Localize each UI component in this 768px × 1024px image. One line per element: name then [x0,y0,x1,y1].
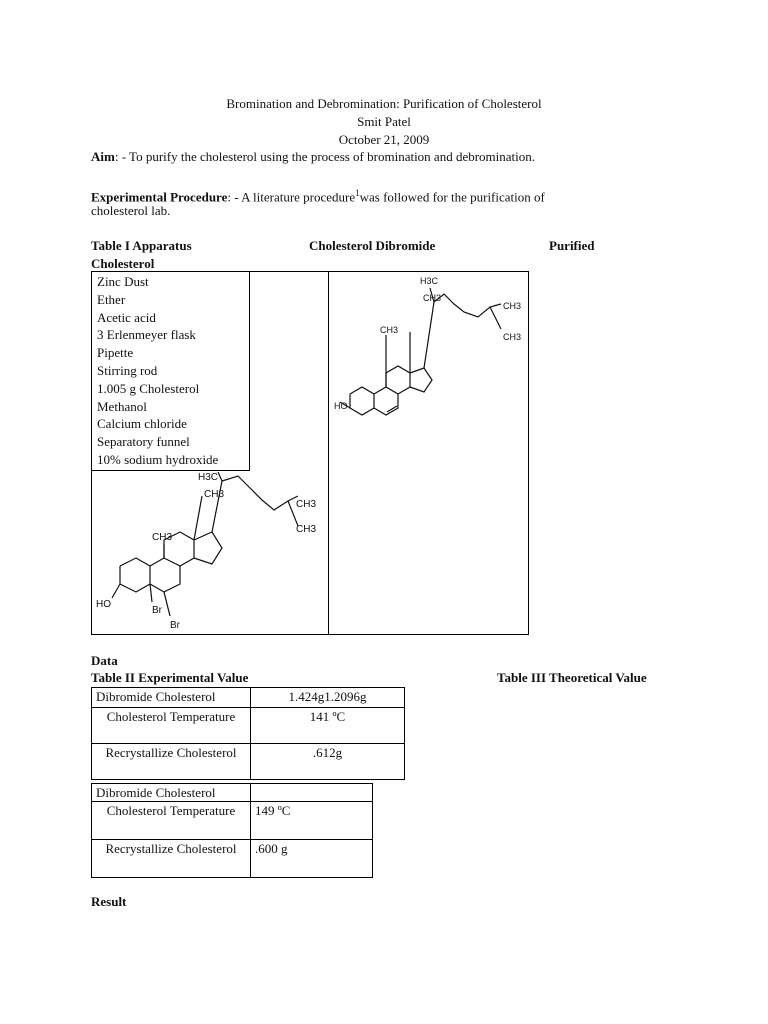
procedure-footnote: 1 [355,188,360,198]
ch3-label: CH3 [204,489,225,500]
procedure-label: Experimental Procedure [91,189,228,205]
apparatus-list [91,271,250,471]
ho-label: HO [334,401,348,411]
table-row [92,708,405,744]
table1-col3-heading-line2: Cholesterol [91,256,155,271]
row-label: Cholesterol Temperature [92,802,251,840]
table3-theoretical [91,783,373,878]
apparatus-item: 3 Erlenmeyer flask [97,327,196,343]
procedure-text-after: was followed for the purification of [359,189,545,205]
apparatus-item: Calcium chloride [97,416,187,432]
cholesterol-structure [330,272,526,432]
row-label: Dibromide Cholesterol [92,784,251,802]
document-title: Bromination and Debromination: Purification of Cholesterol [226,96,542,111]
table1-title: Table I Apparatus [91,238,192,253]
table2-title: Table II Experimental Value [91,670,249,685]
row-value: .600 g [251,840,373,878]
row-label: Cholesterol Temperature [92,708,251,744]
author-name: Smit Patel [357,114,411,129]
apparatus-item: Acetic acid [97,309,156,325]
table-row [92,840,373,878]
table-row [92,744,405,780]
row-label: Recrystallize Cholesterol [92,840,251,878]
table1-col2-heading: Cholesterol Dibromide [309,238,436,253]
aim-label: Aim [91,149,115,164]
table1-divider [328,271,329,634]
procedure-line2: cholesterol lab. [91,203,171,218]
result-heading: Result [91,894,127,909]
apparatus-item: Ether [97,291,126,307]
ch3-label: CH3 [423,293,442,303]
ch3-label: CH3 [296,499,317,510]
table-row [92,784,373,802]
apparatus-item: Separatory funnel [97,434,190,450]
ho-label: HO [96,599,111,610]
row-value [251,784,373,802]
table1-col3-heading: Purified [549,238,595,253]
apparatus-item: 10% sodium hydroxide [97,451,219,467]
table2-experimental [91,687,405,780]
procedure-text-before: : - A literature procedure [227,189,356,205]
table-row [92,802,373,840]
aim-text: : - To purify the cholesterol using the process of bromination and debromination. [114,149,536,164]
cholesterol-dibromide-structure [92,466,326,632]
ch3-label: CH3 [296,524,317,535]
data-heading: Data [91,653,118,668]
apparatus-item: Zinc Dust [97,274,149,289]
row-value: 141 ºC [251,708,405,744]
ch3-label: CH3 [503,332,522,342]
apparatus-item: Methanol [97,398,147,414]
table-row [92,688,405,708]
h3c-label: H3C [198,472,219,483]
row-label: Recrystallize Cholesterol [92,744,251,780]
br-label: Br [170,620,180,631]
ch3-label: CH3 [503,301,522,311]
apparatus-item: Pipette [97,345,134,361]
row-value: 149 ºC [251,802,373,840]
ch3-label: CH3 [380,325,399,335]
table3-title: Table III Theoretical Value [497,670,647,685]
ch3-label: CH3 [152,532,173,543]
row-value: .612g [251,744,405,780]
row-label: Dibromide Cholesterol [92,688,251,708]
aim-paragraph [91,148,691,166]
h3c-label: H3C [420,276,439,286]
document-date: October 21, 2009 [338,132,430,147]
apparatus-item: Stirring rod [97,362,158,378]
row-value: 1.424g1.2096g [251,688,405,708]
br-label: Br [152,605,162,616]
apparatus-item: 1.005 g Cholesterol [97,380,200,396]
